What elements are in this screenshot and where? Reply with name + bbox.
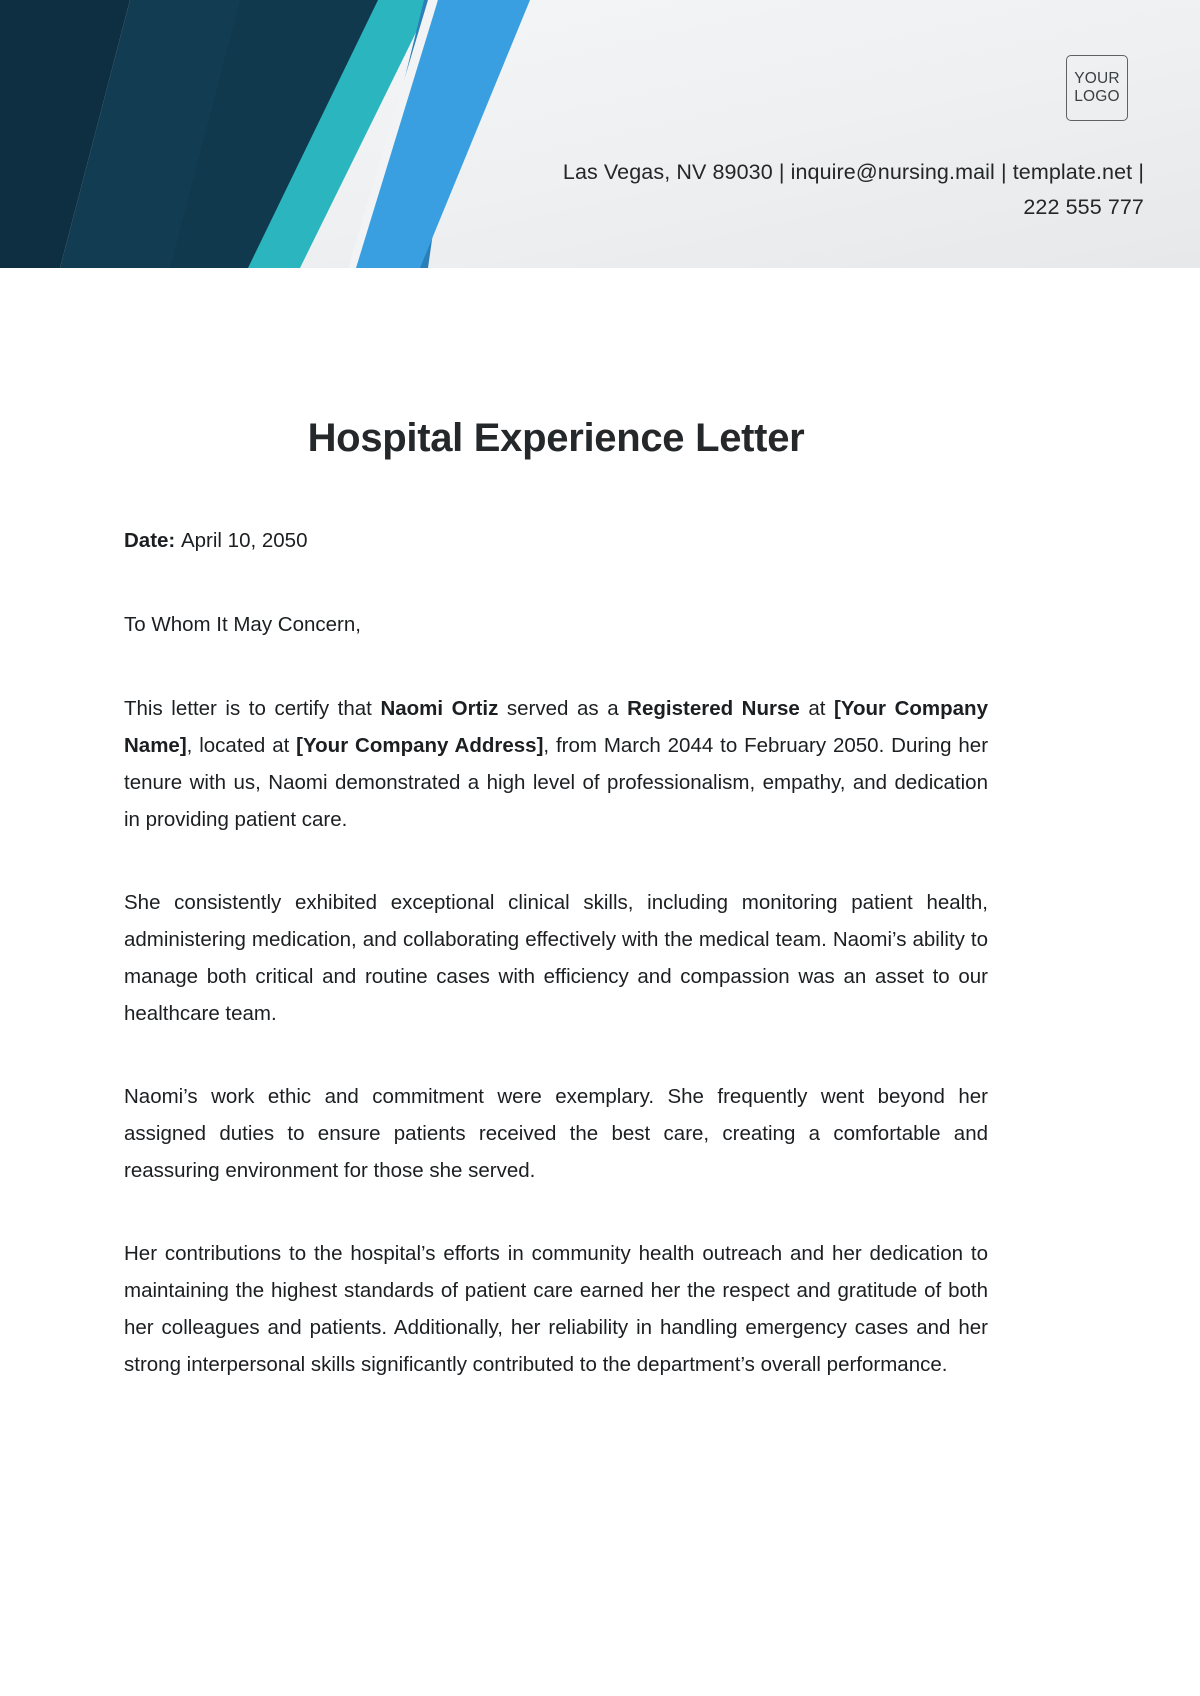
emphasis-run: [Your Company Address] [296,734,544,757]
page-title: Hospital Experience Letter [307,416,805,460]
contact-info-line: Las Vegas, NV 89030 | inquire@nursing.mail | template.net | 222 555 777 [562,160,1144,219]
text-run: , from March 2044 to February 2050. During her tenure with us, Naomi demonstrated a high level of professionalism, empathy, and dedication in providing patient care. [124,734,989,831]
text-run: , located at [186,734,297,757]
letter-body [124,268,988,1404]
date-label: Date: [124,529,176,552]
text-run: This letter is to certify that [124,697,381,720]
body-paragraph [124,1078,988,1189]
date-line [124,526,988,556]
emphasis-run: Naomi Ortiz [380,697,499,720]
header-decorative-shapes [0,0,1200,268]
logo-text-line-1: YOUR [1074,70,1120,87]
letterhead-header [0,0,1200,268]
text-run: She consistently exhibited exceptional clinical skills, including monitoring patient health, administering medication, and collaborating effectively with the medical team. Naomi’s ability to manage both critical and routine cases with efficiency and compassion was an asset to our healthcare team. [124,891,988,1025]
emphasis-run: Registered Nurse [627,697,800,720]
salutation: To Whom It May Concern, [124,613,361,636]
date-value: April 10, 2050 [180,529,308,552]
body-paragraph [124,1235,988,1383]
text-run: Her contributions to the hospital’s efforts in community health outreach and her dedication to maintaining the highest standards of patient care earned her the respect and gratitude of both her colleagues and patients. Additionally, her reliability in handling emergency cases and her strong interpersonal skills significantly contributed to the department’s overall performance. [124,1242,988,1376]
emphasis-run: [Your Company Name] [124,697,988,757]
text-run: at [799,697,835,720]
body-paragraph [124,690,988,838]
logo-placeholder[interactable] [1066,55,1128,121]
logo-text-line-2: LOGO [1074,88,1120,105]
body-paragraph [124,884,988,1032]
text-run: served as a [498,697,628,720]
text-run: Naomi’s work ethic and commitment were exemplary. She frequently went beyond her assigned duties to ensure patients received the best care, creating a comfortable and reassuring environment for those she served. [124,1085,988,1182]
